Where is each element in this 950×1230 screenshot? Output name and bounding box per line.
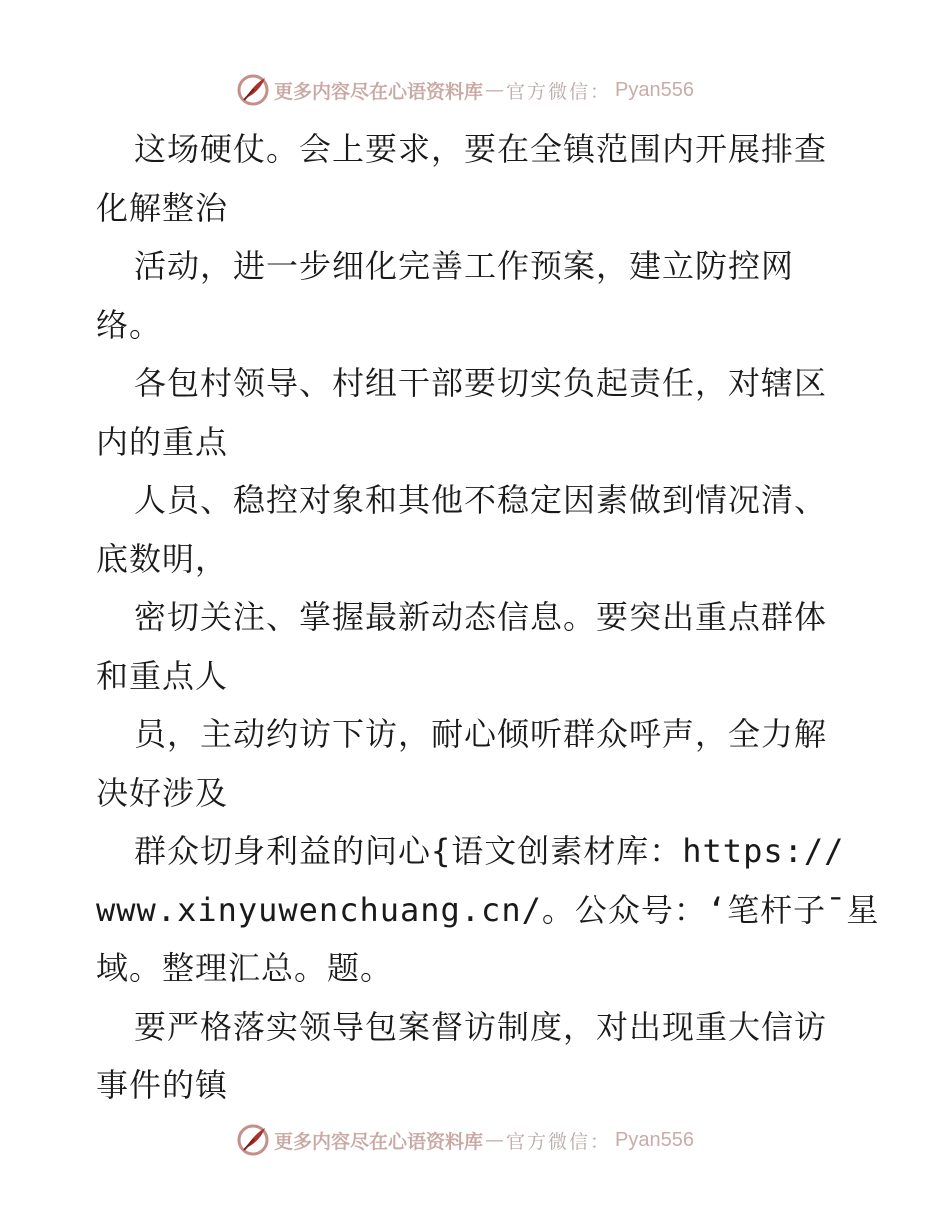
watermark-title: 更多内容尽在心语资料库 — [274, 80, 484, 103]
watermark-id: Pyan556 — [615, 1128, 694, 1151]
header-watermark — [236, 72, 694, 108]
text-line: 密切关注、掌握最新动态信息。要突出重点群体 — [134, 598, 828, 636]
text-line: 群众切身利益的问心{语文创素材库：https:// — [134, 832, 845, 870]
watermark-dash: — — [485, 79, 505, 101]
text-line: 人员、稳控对象和其他不稳定因素做到情况清、 — [134, 481, 828, 519]
text-line: 员，主动约访下访，耐心倾听群众呼声，全力解 — [134, 715, 828, 753]
text-line: 和重点人 — [96, 656, 229, 695]
watermark-label: 官方微信： — [506, 80, 612, 103]
feather-quill-logo-icon — [236, 1123, 270, 1157]
text-line: 决好涉及 — [96, 773, 229, 812]
text-line: www.xinyuwenchuang.cn/。公众号：‘笔杆子¯星 — [96, 890, 880, 929]
watermark-dash: — — [485, 1129, 505, 1151]
text-line: 域。整理汇总。题。 — [96, 949, 394, 987]
text-line: 活动，进一步细化完善工作预案，建立防控网 — [134, 247, 795, 285]
text-line: 络。 — [96, 305, 163, 344]
feather-quill-logo-icon — [236, 73, 270, 107]
watermark-label: 官方微信： — [506, 1130, 612, 1153]
text-line: 底数明， — [96, 539, 229, 578]
text-line: 内的重点 — [96, 422, 229, 461]
text-line: 事件的镇 — [96, 1066, 229, 1104]
watermark-id: Pyan556 — [615, 78, 694, 101]
document-body — [96, 120, 880, 1115]
text-line: 要严格落实领导包案督访制度，对出现重大信访 — [134, 1007, 828, 1046]
text-line: 这场硬仗。会上要求，要在全镇范围内开展排查 — [134, 130, 828, 168]
footer-watermark — [236, 1122, 694, 1158]
text-line: 化解整治 — [96, 188, 229, 227]
watermark-title: 更多内容尽在心语资料库 — [274, 1130, 484, 1153]
text-line: 各包村领导、村组干部要切实负起责任，对辖区 — [134, 364, 828, 402]
